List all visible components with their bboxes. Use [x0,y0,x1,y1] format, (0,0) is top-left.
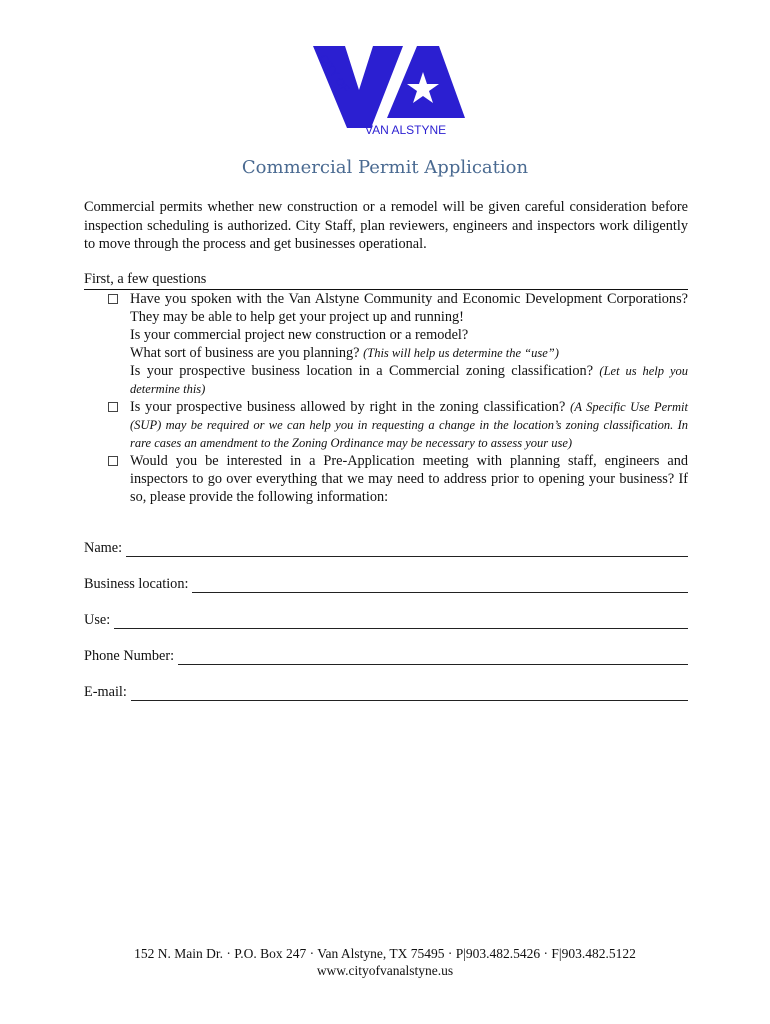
use-input-line[interactable] [114,616,688,629]
question-note: (This will help us determine the “use”) [363,346,559,360]
question-text: Is your commercial project new construction or a remodel? [130,327,469,343]
email-field-row [84,684,688,701]
question-item [106,290,688,326]
page-footer [0,945,770,979]
question-item [106,452,688,506]
question-text: Is your prospective business location in a Commercial zoning classification? [130,363,600,379]
email-input-line[interactable] [131,688,688,701]
question-text: Is your prospective business allowed by right in the zoning classification? [130,399,571,415]
use-field-row [84,612,688,629]
question-note: (Let us help you determine this) [130,364,688,396]
phone-label: Phone Number: [84,648,175,664]
question-text: Would you be interested in a Pre-Application meeting with planning staff, engineers and inspectors to go over everything that we may need to address prior to opening your business? If so, please provide the following information: [130,453,688,505]
question-item [106,398,688,452]
name-field-row [84,540,688,557]
question-text: What sort of business are you planning? [130,345,364,361]
footer-address: 152 N. Main Dr. · P.O. Box 247 · Van Alstyne, TX 75495 · P|903.482.5426 · F|903.482.5122 [134,946,636,961]
question-text: Have you spoken with the Van Alstyne Community and Economic Development Corporations? They may be able to help get your project up and running! [130,291,688,325]
intro-paragraph: Commercial permits whether new construction or a remodel will be given careful consideration before inspection scheduling is authorized. City Staff, plan reviewers, engineers and inspectors work diligently to move through the process and get businesses operational. [84,199,688,252]
question-item [106,344,688,362]
checkbox[interactable] [108,456,118,466]
question-item [106,362,688,398]
business-location-label: Business location: [84,576,189,592]
business-location-field-row [84,576,688,593]
question-item [106,326,688,344]
questions-heading: First, a few questions [84,270,688,290]
logo-city-text: CITY OF [316,52,352,95]
checkbox[interactable] [108,294,118,304]
questions-list [106,290,688,506]
name-input-line[interactable] [126,544,688,557]
footer-website[interactable]: www.cityofvanalstyne.us [316,963,454,978]
logo-name-text: VAN ALSTYNE [365,123,447,137]
use-label: Use: [84,612,111,628]
question-note: (A Specific Use Permit (SUP) may be required or we can help you in requesting a change in the location’s zoning classification. In rare cases an amendment to the Zoning Ordinance may be necessary to assess your use) [130,400,688,450]
checkbox[interactable] [108,402,118,412]
business-location-input-line[interactable] [192,580,688,593]
phone-input-line[interactable] [178,652,688,665]
van-alstyne-logo [295,40,470,140]
phone-field-row [84,648,688,665]
page-title: Commercial Permit Application [241,157,529,178]
email-label: E-mail: [84,684,127,700]
name-label: Name: [84,540,123,556]
